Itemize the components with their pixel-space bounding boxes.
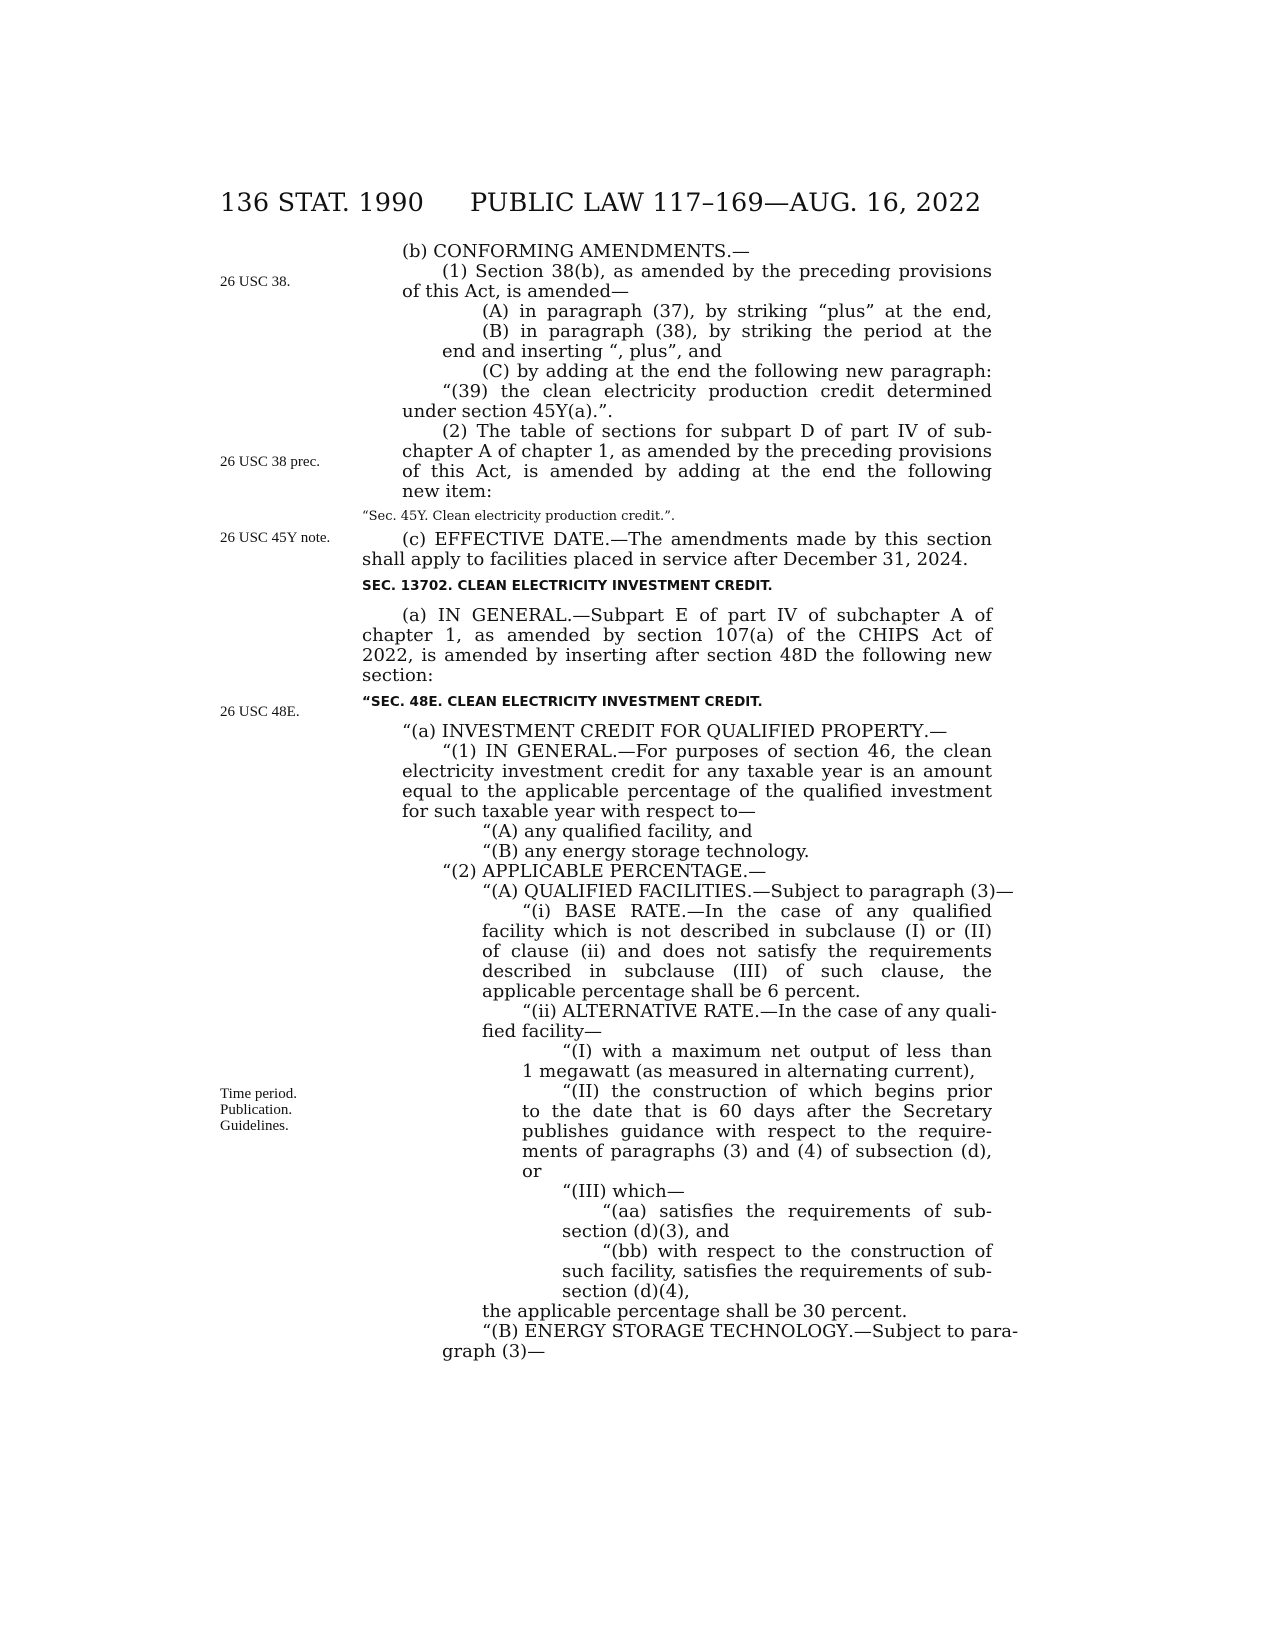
text-line: shall apply to facilities placed in service after December 31, 2024.	[362, 549, 969, 570]
running-header-title: PUBLIC LAW 117–169—AUG. 16, 2022	[470, 188, 982, 218]
text-line: facility which is not described in subclause (I) or (II)	[482, 921, 992, 942]
section-heading-13702: SEC. 13702. CLEAN ELECTRICITY INVESTMENT CREDIT.	[362, 578, 773, 594]
text-line: “(III) which—	[562, 1181, 685, 1202]
text-line: to the date that is 60 days after the Secretary	[522, 1101, 992, 1122]
subsection-heading-b: (b) CONFORMING AMENDMENTS.—	[402, 241, 750, 262]
text-line: “(I) with a maximum net output of less than	[562, 1041, 992, 1062]
margin-note-publication: Publication.	[220, 1102, 293, 1118]
text-line: (B) in paragraph (38), by striking the period at the	[482, 321, 992, 342]
text-line: “(bb) with respect to the construction of	[602, 1241, 992, 1262]
text-line: section:	[362, 665, 434, 686]
text-line: publishes guidance with respect to the require-	[522, 1121, 992, 1142]
text-line: electricity investment credit for any taxable year is an amount	[402, 761, 992, 782]
subparagraph-heading-b: “(B) ENERGY STORAGE TECHNOLOGY.—Subject to para-	[482, 1321, 1019, 1342]
text-line: 1 megawatt (as measured in alternating current),	[522, 1061, 976, 1082]
margin-note-guidelines: Guidelines.	[220, 1118, 289, 1134]
section-heading-48e: “SEC. 48E. CLEAN ELECTRICITY INVESTMENT CREDIT.	[362, 694, 763, 710]
margin-note-26-usc-38-prec: 26 USC 38 prec.	[220, 454, 320, 470]
text-line: ments of paragraphs (3) and (4) of subsection (d),	[522, 1141, 992, 1162]
text-line: section (d)(4),	[562, 1281, 690, 1302]
text-line: 2022, is amended by inserting after section 48D the following new	[362, 645, 992, 666]
text-line: chapter A of chapter 1, as amended by the preceding provisions	[402, 441, 992, 462]
subparagraph-heading-a: “(A) QUALIFIED FACILITIES.—Subject to paragraph (3)—	[482, 881, 1014, 902]
text-line: “(39) the clean electricity production credit determined	[442, 381, 992, 402]
statute-text	[362, 241, 1019, 1362]
text-line: (A) in paragraph (37), by striking “plus” at the end,	[482, 301, 992, 322]
clause-heading-i: “(i) BASE RATE.—In the case of any qualified	[522, 901, 993, 922]
text-line: the applicable percentage shall be 30 percent.	[482, 1301, 908, 1322]
paragraph-heading-2: “(2) APPLICABLE PERCENTAGE.—	[442, 861, 767, 882]
text-line: “(II) the construction of which begins prior	[562, 1081, 992, 1102]
text-line: such facility, satisfies the requirements of sub-	[562, 1261, 992, 1282]
text-line: “(A) any qualified facility, and	[482, 821, 753, 842]
subsection-heading-c: (c) EFFECTIVE DATE.—The amendments made by this section	[402, 529, 993, 550]
text-line: equal to the applicable percentage of the qualified investment	[402, 781, 992, 802]
paragraph-heading-1: “(1) IN GENERAL.—For purposes of section 46, the clean	[442, 741, 993, 762]
text-line: graph (3)—	[442, 1341, 546, 1362]
text-line: end and inserting “, plus”, and	[442, 341, 722, 362]
text-line: (1) Section 38(b), as amended by the preceding provisions	[442, 261, 992, 282]
text-line: of this Act, is amended—	[402, 281, 629, 302]
text-line: (2) The table of sections for subpart D of part IV of sub-	[442, 421, 992, 442]
margin-note-26-usc-38: 26 USC 38.	[220, 274, 291, 290]
text-line: new item:	[402, 481, 493, 502]
text-line: for such taxable year with respect to—	[402, 801, 756, 822]
margin-note-26-usc-45y: 26 USC 45Y note.	[220, 530, 331, 546]
text-line: or	[522, 1161, 542, 1182]
text-line: fied facility—	[482, 1021, 603, 1042]
text-line: “(B) any energy storage technology.	[482, 841, 810, 862]
text-line: section (d)(3), and	[562, 1221, 730, 1242]
margin-note-26-usc-48e: 26 USC 48E.	[220, 704, 300, 720]
text-line: (C) by adding at the end the following new paragraph:	[482, 361, 992, 382]
text-line: “(aa) satisfies the requirements of sub-	[602, 1201, 992, 1222]
text-line: applicable percentage shall be 6 percent.	[482, 981, 861, 1002]
text-line: chapter 1, as amended by section 107(a) of the CHIPS Act of	[362, 625, 992, 646]
subsection-heading-48e-a: “(a) INVESTMENT CREDIT FOR QUALIFIED PROPERTY.—	[402, 721, 948, 742]
clause-heading-ii: “(ii) ALTERNATIVE RATE.—In the case of any quali-	[522, 1001, 997, 1022]
text-line: described in subclause (III) of such clause, the	[482, 961, 992, 982]
margin-note-time-period: Time period.	[220, 1086, 297, 1102]
table-of-sections-item: “Sec. 45Y. Clean electricity production credit.”.	[362, 509, 675, 524]
text-line: of clause (ii) and does not satisfy the requirements	[482, 941, 992, 962]
text-line: under section 45Y(a).”.	[402, 401, 614, 422]
statute-page-reference: 136 STAT. 1990	[220, 188, 425, 218]
text-line: of this Act, is amended by adding at the end the following	[402, 461, 992, 482]
subsection-heading-a: (a) IN GENERAL.—Subpart E of part IV of subchapter A of	[402, 605, 993, 626]
